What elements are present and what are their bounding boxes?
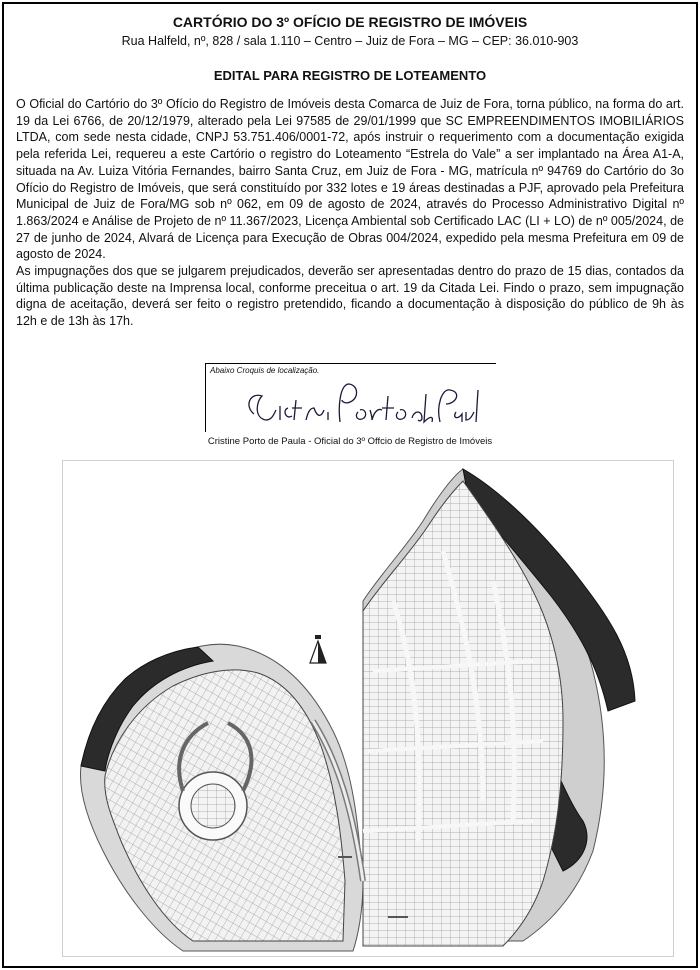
registry-title: CARTÓRIO DO 3º OFÍCIO DE REGISTRO DE IMÓVEIS [172, 14, 528, 30]
body-paragraph-1: O Oficial do Cartório do 3º Ofício do Registro de Imóveis desta Comarca de Juiz de Fora, torna público, na forma do art. 19 da Lei 6766, de 20/12/1979, alterado pela Lei 97585 de 29/01/1999 que SC EMPREENDIMENTOS IMOBILIÁRIOS LTDA, com sede nesta cidade, CNPJ 53.751.406/0001-72, após instruir o requerimento com a documentação exigida pela referida Lei, requereu a este Cartório o registro do Loteamento “Estrela do Vale” a ser implantado na Área A1-A, situada na Av. Luiza Vitória Fernandes, bairro Santa Cruz, em Juiz de Fora - MG, matrícula nº 94769 do Cartório do 3o Ofício do Registro de Imóveis, que será constituído por 332 lotes e 19 áreas destinadas a PJF, aprovado pela Prefeitura Municipal de Juiz de Fora/MG sob nº 062, em 09 de agosto de 2024, através do Processo Administrativo Digital nº 1.863/2024 e Análise de Projeto de nº 11.367/2023, Licença Ambiental sob Certificado LAC (LI + LO) de nº 005/2024, de 27 de junho de 2024, Alvará de Licença para Execução de Obras 004/2024, expedido pela mesma Prefeitura em 09 de agosto de 2024. [16, 97, 684, 262]
location-map [62, 460, 674, 957]
body-paragraph-2: As impugnações dos que se julgarem prejudicados, deverão ser apresentadas dentro do prazo de 15 dias, contados da última publicação deste na Imprensa local, conforme preceitua o art. 19 da Citada Lei. Findo o prazo, sem impugnação digna de aceitação, deverá ser feito o registro pretendido, ficando a documentação à disposição do público de 9h às 12h e de 13h às 17h. [16, 264, 684, 329]
subdivision-plan [63, 461, 673, 956]
north-arrow-icon [310, 635, 326, 663]
edital-body [16, 96, 684, 330]
handwritten-signature [236, 376, 486, 432]
edital-title: EDITAL PARA REGISTRO DE LOTEAMENTO [213, 68, 487, 83]
signatory-name: Cristine Porto de Paula - Oficial do 3º Offcio de Registro de Imóveis [207, 436, 493, 447]
croquis-caption: Abaixo Croquis de localização. [210, 366, 320, 375]
signature-box [205, 363, 496, 432]
registry-address: Rua Halfeld, nº, 828 / sala 1.110 – Centro – Juiz de Fora – MG – CEP: 36.010-903 [121, 34, 579, 48]
